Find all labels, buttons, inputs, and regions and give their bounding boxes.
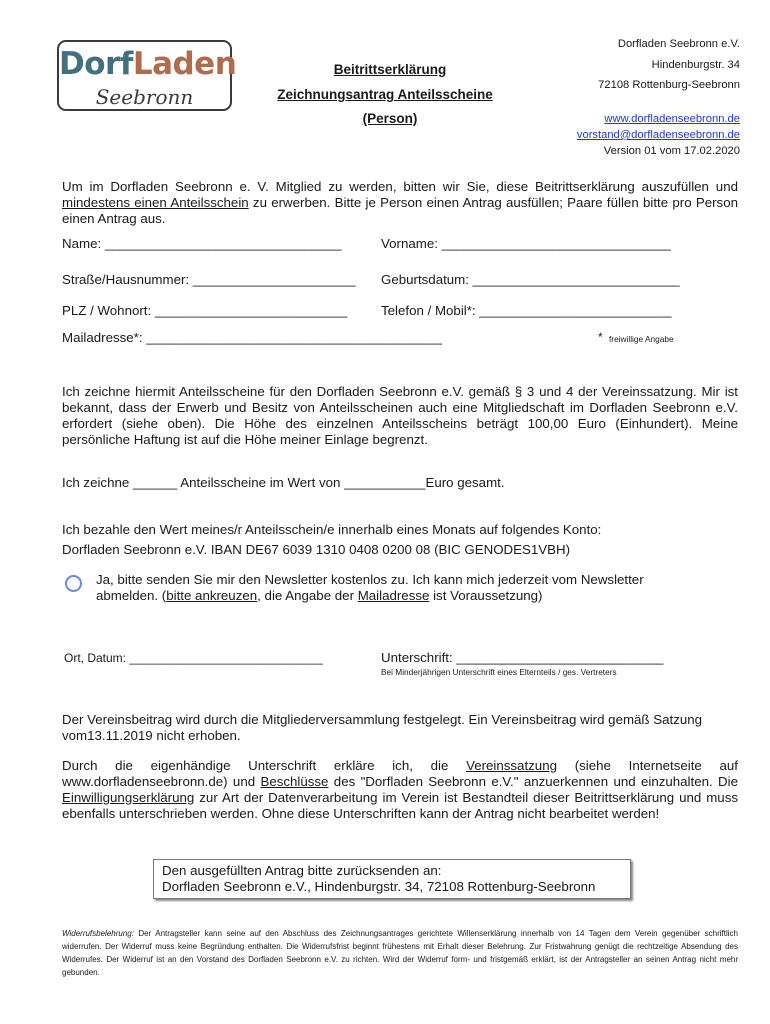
mailadresse-field[interactable]: Mailadresse*: ________________________________________ [62, 330, 443, 345]
widerruf-label: Widerrufsbelehrung: [62, 929, 134, 938]
logo-wordmark [59, 46, 237, 82]
version-info: Version 01 vom 17.02.2020 [603, 145, 740, 157]
newsletter-text [96, 572, 696, 604]
newsletter-radio[interactable] [65, 575, 82, 592]
return-address-box [153, 859, 631, 899]
return-line-1: Den ausgefüllten Antrag bitte zurücksenden an: [162, 863, 442, 878]
widerruf-text: Der Antragsteller kann seine auf den Abschluss des Zeichnungsantrages gerichtete Willenserklärung innerhalb von 14 Tagen dem Verein gegenüber schriftlich widerrufen. Der Widerruf muss keine Begründung enthalten. Die Widerrufsfrist beginnt frühestens mit Erhalt dieser Belehrung. Zur Fristwahrung genügt die rechtzeitige Absendung des Widerrufes. Der Widerruf ist an den Vorstand des Dorfladen Seebronn e.V. zu richten. Wird der Widerruf form- und fristgemäß erklärt, ist der Antragsteller an seinen Antrag nicht mehr gebunden. [62, 929, 738, 977]
document-title: Beitrittserklärung [333, 62, 447, 77]
document-person-label: (Person) [362, 111, 418, 126]
dorfladen-logo [57, 40, 237, 111]
newsletter-text-3: ist Voraussetzung) [429, 588, 543, 603]
payment-line-1: Ich bezahle den Wert meines/r Anteilsschein/e innerhalb eines Monats auf folgendes Konto: [62, 522, 602, 537]
ort-datum-field[interactable]: Ort, Datum: _____________________________ [64, 651, 323, 665]
consent-paragraph [62, 758, 738, 822]
website-link[interactable]: www.dorfladenseebronn.de [604, 113, 740, 125]
telefon-field[interactable]: Telefon / Mobil*: __________________________ [381, 303, 672, 318]
unterschrift-field[interactable]: Unterschrift: ____________________________ [381, 650, 664, 665]
newsletter-ankreuzen: bitte ankreuzen [166, 588, 258, 603]
name-field[interactable]: Name: ________________________________ [62, 236, 342, 251]
consent-vereinssatzung: Vereinssatzung [466, 758, 557, 773]
geburtsdatum-field[interactable]: Geburtsdatum: ____________________________ [381, 272, 680, 287]
consent-text-2: (siehe Internetseite auf www.dorfladenseebronn.de) und [62, 758, 738, 789]
consent-beschluesse: Beschlüsse [260, 774, 329, 789]
intro-underlined: mindestens einen Anteilsschein [62, 195, 249, 210]
signature-note: Bei Minderjährigen Unterschrift eines Elternteils / ges. Vertreters [381, 667, 617, 677]
vorname-field[interactable]: Vorname: _______________________________ [381, 236, 671, 251]
strasse-field[interactable]: Straße/Hausnummer: ______________________ [62, 272, 356, 287]
consent-text-4: zur Art der Datenverarbeitung im Verein ist Bestandteil dieser Beitrittserklärung und muss ebenfalls unterschrieben werden. Ohne diese Unterschriften kann der Antrag nicht bearbeitet werden! [62, 790, 738, 821]
payment-bank-details: Dorfladen Seebronn e.V. IBAN DE67 6039 1310 0408 0200 08 (BIC GENODES1VBH) [62, 542, 571, 557]
logo-word-dorf: Dorf [59, 46, 133, 82]
email-link[interactable]: vorstand@dorfladenseebronn.de [576, 129, 740, 141]
document-subtitle: Zeichnungsantrag Anteilsscheine [277, 87, 493, 102]
plz-wohnort-field[interactable]: PLZ / Wohnort: __________________________ [62, 303, 348, 318]
intro-paragraph [62, 179, 738, 227]
intro-text-after: zu erwerben. Bitte je Person einen Antrag ausfüllen; Paare füllen bitte pro Person einen Antrag aus. [62, 195, 738, 226]
return-line-2: Dorfladen Seebronn e.V., Hindenburgstr. 34, 72108 Rottenburg-Seebronn [162, 879, 596, 894]
newsletter-text-2: , die Angabe der [257, 588, 358, 603]
newsletter-mailadresse: Mailadresse [357, 588, 430, 603]
consent-text-3: des "Dorfladen Seebronn e.V." anzuerkennen und einzuhalten. Die [328, 774, 738, 789]
address-street: Hindenburgstr. 34 [651, 59, 740, 71]
consent-einwilligung: Einwilligungserklärung [62, 790, 195, 805]
logo-word-laden: Laden [132, 46, 237, 82]
optional-note: freiwillige Angabe [609, 334, 674, 344]
logo-subtitle: Seebronn [95, 85, 194, 109]
optional-star: * [598, 330, 603, 344]
intro-text-before: Um im Dorfladen Seebronn e. V. Mitglied zu werden, bitten wir Sie, diese Beitrittserklärung auszufüllen und [62, 179, 738, 194]
fee-paragraph: Der Vereinsbeitrag wird durch die Mitgliederversammlung festgelegt. Ein Vereinsbeitrag wird gemäß Satzung vom13.11.2019 nicht erhoben. [62, 712, 703, 743]
address-org: Dorfladen Seebronn e.V. [617, 38, 740, 50]
address-city: 72108 Rottenburg-Seebronn [598, 79, 740, 91]
consent-text-1: Durch die eigenhändige Unterschrift erkläre ich, die [62, 758, 467, 773]
widerruf-paragraph [62, 927, 738, 979]
shares-paragraph: Ich zeichne hiermit Anteilsscheine für den Dorfladen Seebronn e.V. gemäß § 3 und 4 der Vereinssatzung. Mir ist bekannt, dass der Erwerb und Besitz von Anteilsscheinen auch eine Mitgliedschaft im Dorfladen Seebronn e.V. erfordert (siehe oben). Die Höhe des einzelnen Anteilsscheins beträgt 100,00 Euro (Einhundert). Meine persönliche Haftung ist auf die Höhe meiner Einlage begrenzt. [62, 384, 738, 447]
newsletter-text-1: Ja, bitte senden Sie mir den Newsletter kostenlos zu. Ich kann mich jederzeit vom Newsletter abmelden. ( [96, 572, 644, 603]
shares-amount-line[interactable]: Ich zeichne ______ Anteilsscheine im Wert von ___________Euro gesamt. [62, 475, 505, 490]
